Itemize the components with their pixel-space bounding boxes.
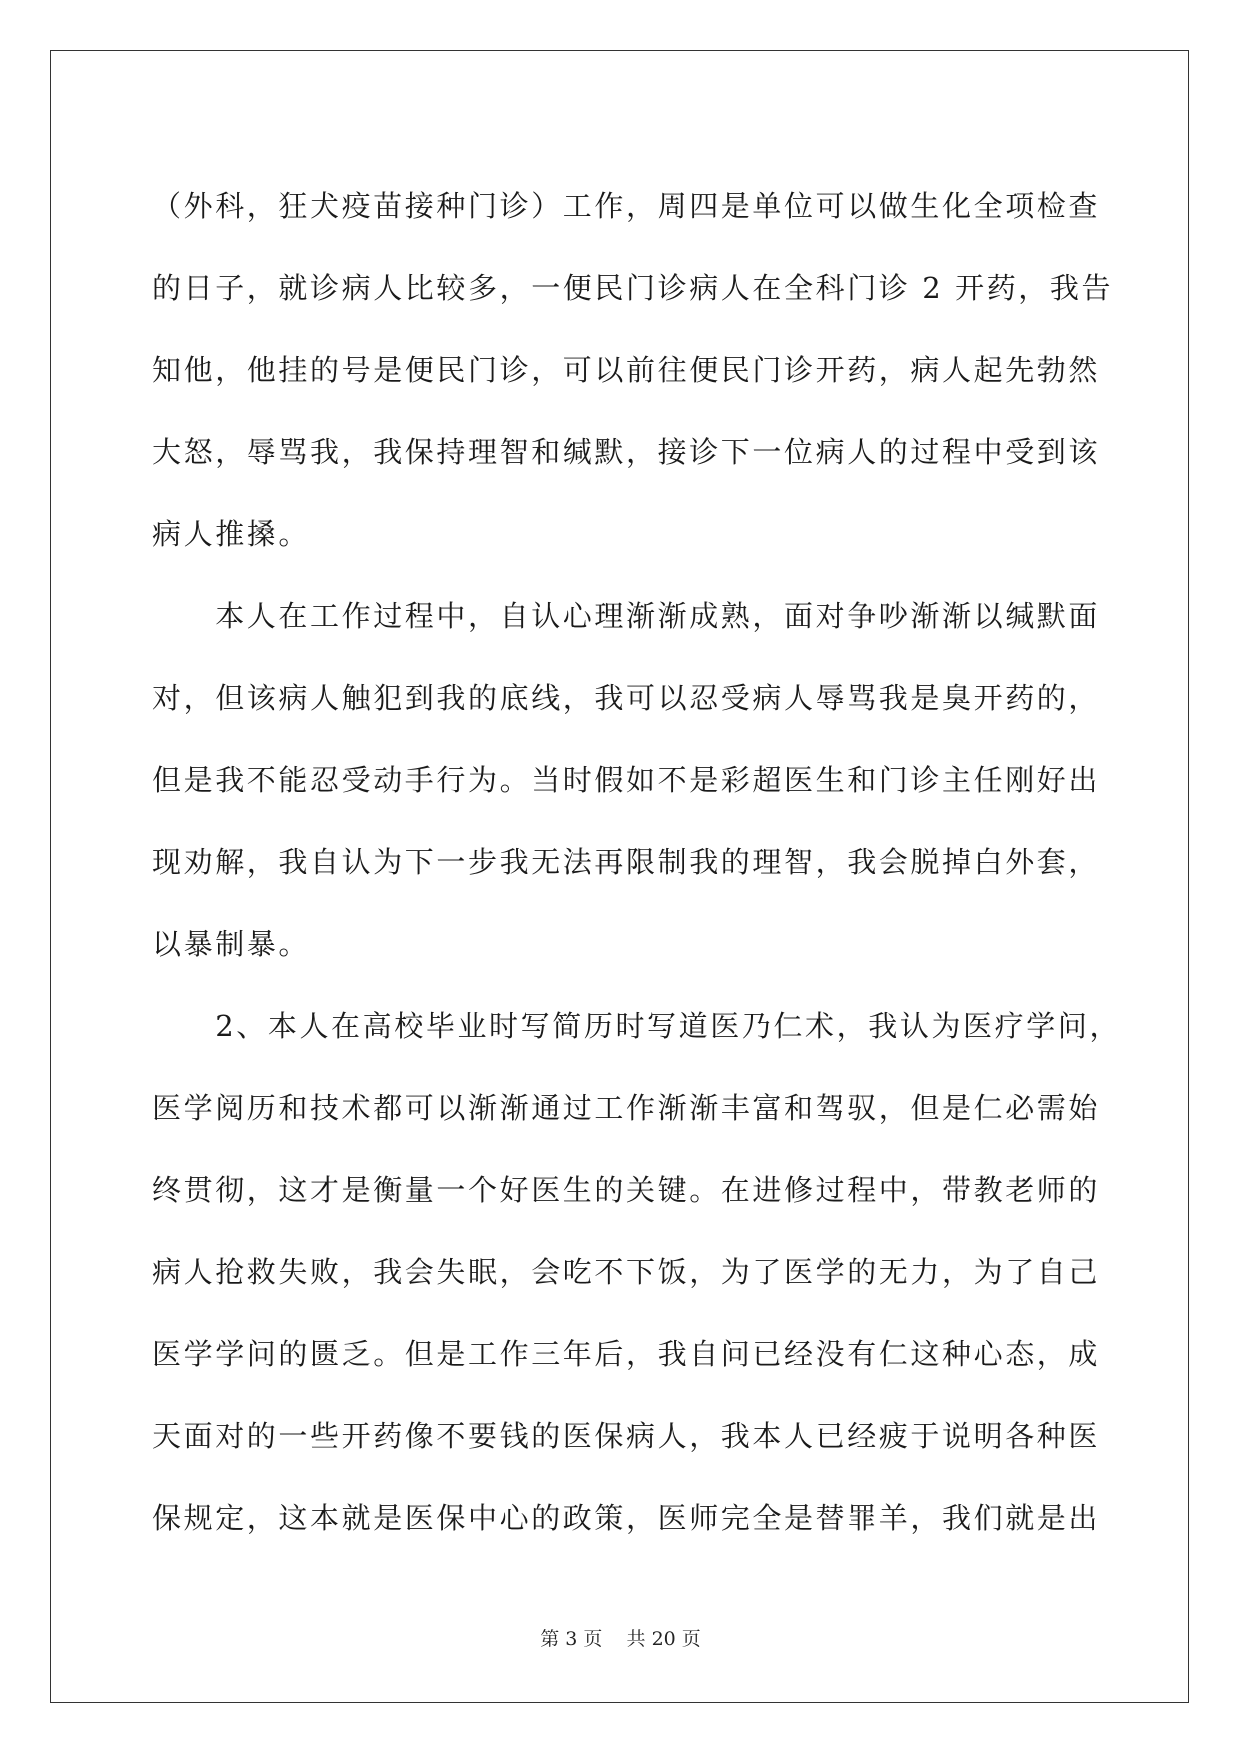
text-line: 终贯彻，这才是衡量一个好医生的关键。在进修过程中，带教老师的: [152, 1173, 1101, 1207]
page-number: 第 3 页: [540, 1628, 603, 1650]
text-line: 但是我不能忍受动手行为。当时假如不是彩超医生和门诊主任刚好出: [152, 763, 1101, 797]
text-line: 病人抢救失败，我会失眠，会吃不下饭，为了医学的无力，为了自己: [152, 1255, 1101, 1289]
text-line: 本人在工作过程中，自认心理渐渐成熟，面对争吵渐渐以缄默面: [152, 599, 1101, 633]
text-line: （外科，狂犬疫苗接种门诊）工作，周四是单位可以做生化全项检查: [152, 189, 1101, 223]
text-line: 病人推搡。: [152, 517, 311, 551]
page-footer: [0, 1624, 1241, 1651]
text-line: 的日子，就诊病人比较多，一便民门诊病人在全科门诊 2 开药，我告: [152, 271, 1114, 305]
text-line: 天面对的一些开药像不要钱的医保病人，我本人已经疲于说明各种医: [152, 1419, 1101, 1453]
text-line: 医学阅历和技术都可以渐渐通过工作渐渐丰富和驾驭，但是仁必需始: [152, 1091, 1101, 1125]
text-line: 2、本人在高校毕业时写简历时写道医乃仁术，我认为医疗学问，: [152, 1009, 1122, 1043]
text-line: 对，但该病人触犯到我的底线，我可以忍受病人辱骂我是臭开药的，: [152, 681, 1101, 715]
total-pages: 共 20 页: [626, 1628, 701, 1650]
text-line: 医学学问的匮乏。但是工作三年后，我自问已经没有仁这种心态，成: [152, 1337, 1101, 1371]
text-line: 知他，他挂的号是便民门诊，可以前往便民门诊开药，病人起先勃然: [152, 353, 1101, 387]
text-line: 大怒，辱骂我，我保持理智和缄默，接诊下一位病人的过程中受到该: [152, 435, 1101, 469]
text-line: 现劝解，我自认为下一步我无法再限制我的理智，我会脱掉白外套，: [152, 845, 1101, 879]
text-line: 以暴制暴。: [152, 927, 311, 961]
text-line: 保规定，这本就是医保中心的政策，医师完全是替罪羊，我们就是出: [152, 1501, 1101, 1535]
